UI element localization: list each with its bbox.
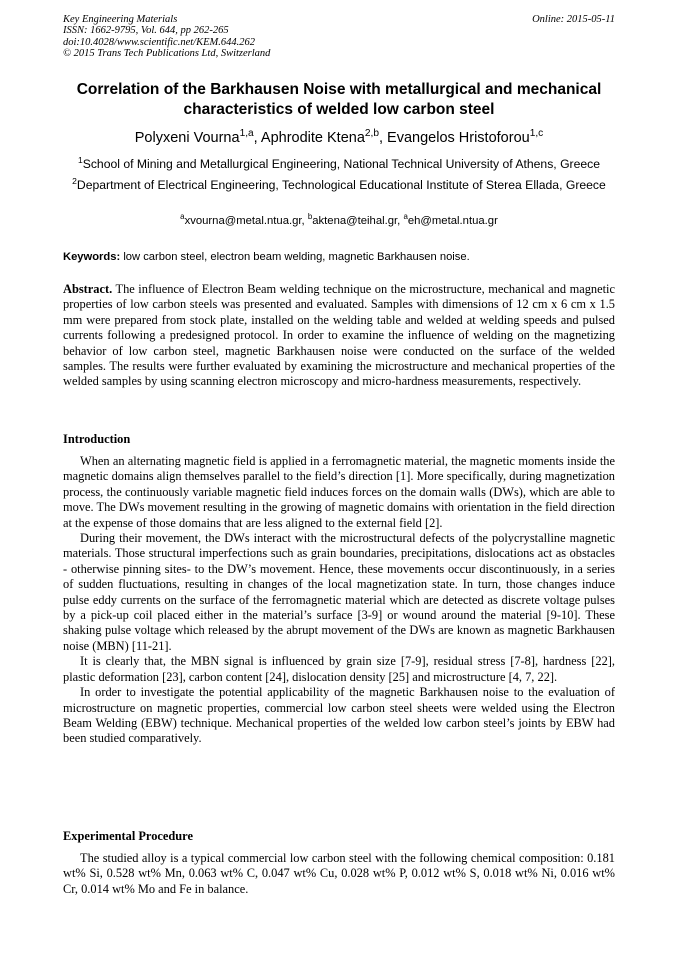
paragraph: In order to investigate the potential applicability of the magnetic Barkhausen noise to the evaluation of microstructure on magnetic properties, commercial low carbon steel sheets were welded using the Electron Beam Welding (EBW) technique. Mechanical properties of the welded low carbon steel’s joints by EBW had been studied comparatively. [63, 685, 615, 746]
author-sup: 2,b [364, 128, 379, 140]
affiliation-sup: 2 [72, 175, 77, 186]
abstract-label: Abstract. [63, 282, 113, 296]
email-link[interactable]: xvourna@metal.ntua.gr [184, 215, 302, 227]
online-date: Online: 2015-05-11 [532, 14, 615, 25]
keywords-label: Keywords: [63, 251, 121, 263]
email-list: $^a$xvourna@metal.ntua.gr, $^b$aktena@teihal.gr, $^a$eh@metal.ntua.gr [180, 212, 498, 227]
paper-title: Correlation of the Barkhausen Noise with metallurgical and mechanical characteristics of welded low carbon steel [76, 81, 602, 118]
email-sup: a [180, 212, 185, 222]
affiliation-text: Department of Electrical Engineering, Technological Educational Institute of Sterea Ellada, Greece [76, 178, 606, 192]
email-link[interactable]: aktena@teihal.gr [312, 215, 398, 227]
email-link[interactable]: eh@metal.ntua.gr [407, 215, 498, 227]
journal-header [63, 14, 615, 60]
section-heading-introduction: Introduction [63, 432, 131, 446]
journal-name: Key Engineering Materials [63, 14, 178, 25]
abstract [63, 282, 615, 390]
introduction-body [63, 454, 615, 747]
paragraph: During their movement, the DWs interact with the microstructural defects of the polycrystalline magnetic materials. Those structural imperfections such as grain boundaries, precipitations, dislocations act as obstacles - otherwise pinning sites- to the DW’s movement. Hence, these movements occur discontinuously, in a series of sudden fluctuations, resulting in changes of the local magnetization state. In turn, those changes induce pulse eddy currents on the surface of the ferromagnetic material which are detected as discrete voltage pulses by a pick-up coil placed either in the material’s surface [3-9] or wound around the material [9-10]. These shaking pulse voltage which released by the abrupt movement of the DWs are known as magnetic Barkhausen noise (MBN) [11-21]. [63, 531, 615, 653]
author-list: Polyxeni Vourna$^{1,a}$, Aphrodite Ktena$^{2,b}$, Evangelos Hristoforou$^{1,c}$ [134, 128, 544, 146]
email-sup: b [307, 212, 313, 222]
section-heading-experimental: Experimental Procedure [63, 829, 193, 843]
author-name: Polyxeni Vourna [134, 130, 240, 146]
email-sup: a [403, 212, 408, 222]
keywords-text: low carbon steel, electron beam welding, magnetic Barkhausen noise. [123, 251, 470, 263]
experimental-body [63, 851, 615, 897]
affiliation-sup: 1 [77, 154, 83, 165]
affiliation [50, 177, 628, 193]
paragraph: When an alternating magnetic field is applied in a ferromagnetic material, the magnetic moments inside the magnetic domains align themselves parallel to the field’s direction [1]. More specifically, during magnetization process, the continuously variable magnetic field induces forces on the domain walls (DWs), which are able to move. The DWs movement resulting in the growing of magnetic domains with orientation in the field direction at the expense of those domains that are less aligned to the external field [2]. [63, 454, 615, 530]
author-name: Evangelos Hristoforou [387, 130, 530, 146]
paragraph: The studied alloy is a typical commercial low carbon steel with the following chemical composition: 0.181 wt% Si, 0.528 wt% Mn, 0.063 wt% C, 0.047 wt% Cu, 0.028 wt% P, 0.012 wt% S, 0.018 wt% Ni, 0.016 wt% Cr, 0.014 wt% Mo and Fe in balance. [63, 851, 615, 896]
journal-issn: ISSN: 1662-9795, Vol. 644, pp 262-265 [63, 25, 229, 37]
journal-doi: doi:10.4028/www.scientific.net/KEM.644.262 [63, 36, 255, 48]
affiliation [50, 156, 628, 172]
abstract-text: The influence of Electron Beam welding technique on the microstructure, mechanical and magnetic properties of low carbon steels was presented and evaluated. Samples with dimensions of 12 cm x 6 cm x 1.5 mm were prepared from stock plate, installed on the welding table and welded at welding speeds and pulsed currents following a predesigned protocol. In order to examine the influence of welding on the magnetizing behavior of low carbon steel, magnetic Barkhausen noise were conducted on the surface of the welded samples. The results were further evaluated by examining the microstructure and mechanical properties of the welded samples by using scanning electron microscopy and micro-hardness measurements, respectively. [63, 282, 615, 389]
keywords [63, 250, 623, 264]
author-sup: 1,c [529, 128, 544, 140]
journal-copyright: © 2015 Trans Tech Publications Ltd, Switzerland [63, 48, 271, 60]
paragraph: It is clearly that, the MBN signal is influenced by grain size [7-9], residual stress [7-8], hardness [22], plastic deformation [23], carbon content [24], dislocation density [25] and microstructure [4, 7, 22]. [63, 654, 615, 684]
affiliation-text: School of Mining and Metallurgical Engineering, National Technical University of Athens, Greece [82, 157, 601, 171]
author-sup: 1,a [239, 128, 254, 140]
author-name: Aphrodite Ktena [260, 130, 365, 146]
